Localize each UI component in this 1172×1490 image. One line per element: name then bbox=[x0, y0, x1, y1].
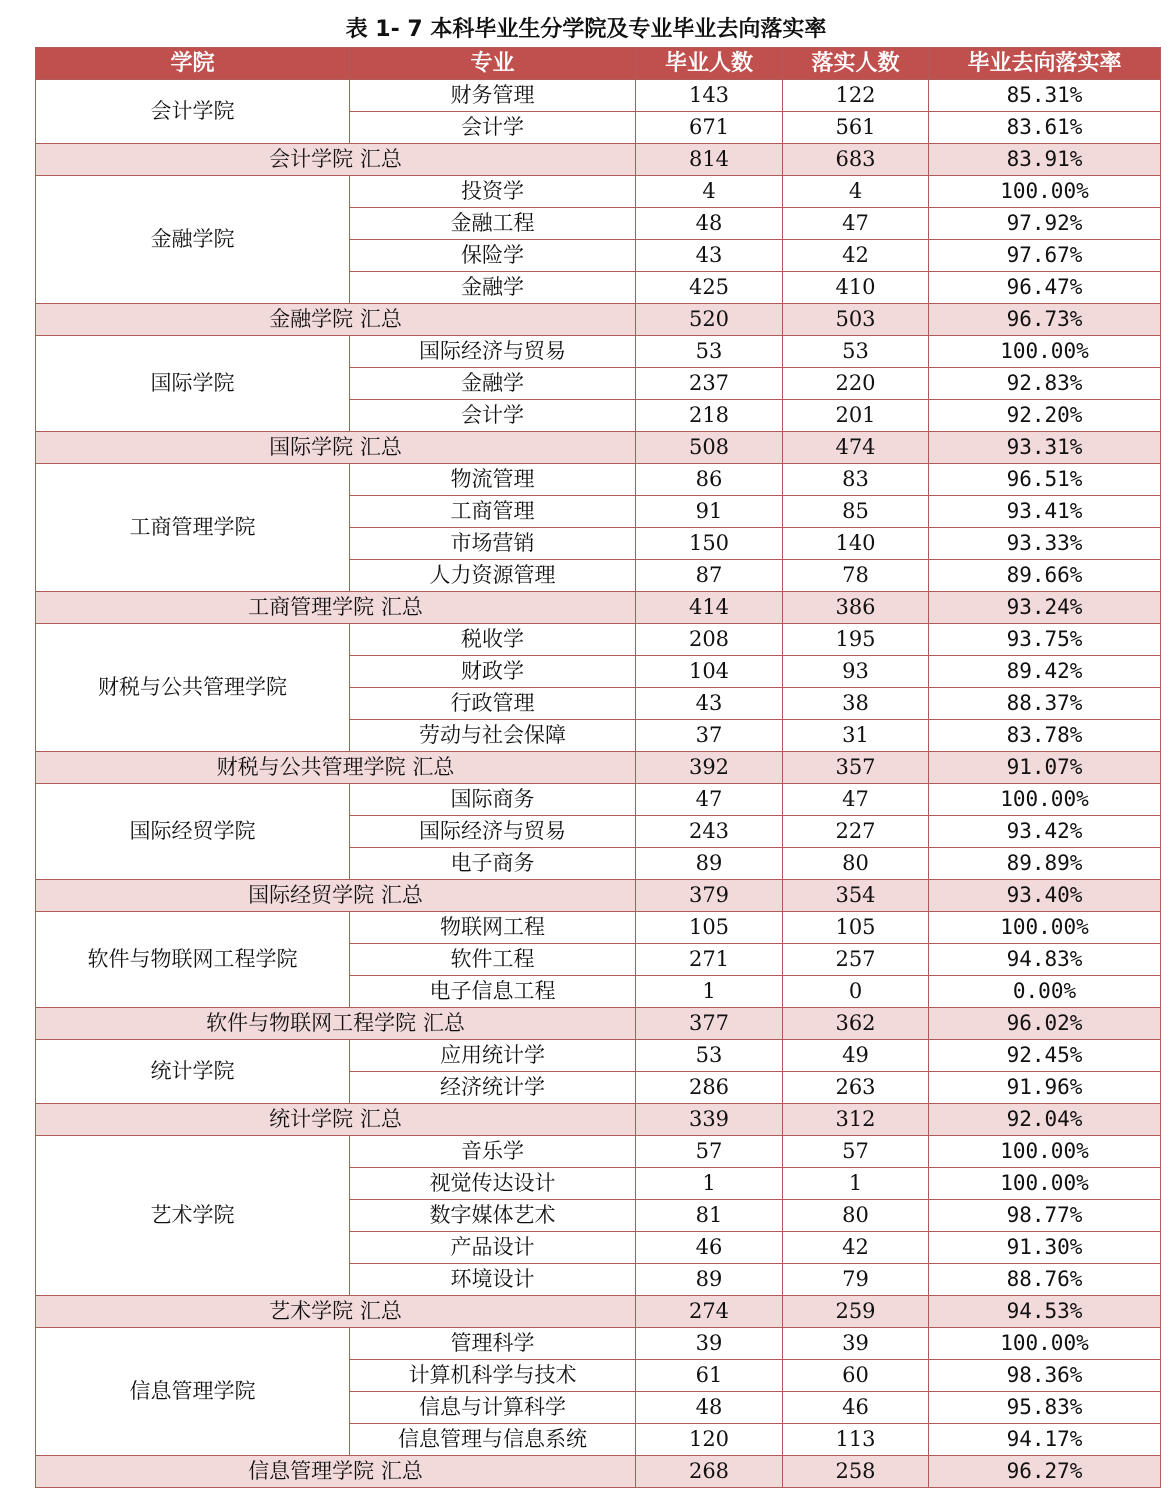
subtotal-label-cell: 国际学院 汇总 bbox=[36, 432, 636, 464]
subtotal-row bbox=[36, 144, 1161, 176]
placed-count-cell: 49 bbox=[783, 1040, 929, 1072]
major-name-cell: 税收学 bbox=[350, 624, 636, 656]
graduates-count-cell: 86 bbox=[636, 464, 783, 496]
placement-rate-cell: 96.47% bbox=[929, 272, 1161, 304]
graduates-count-cell: 237 bbox=[636, 368, 783, 400]
placement-rate-cell: 93.75% bbox=[929, 624, 1161, 656]
placed-count-cell: 0 bbox=[783, 976, 929, 1008]
major-name-cell: 产品设计 bbox=[350, 1232, 636, 1264]
subtotal-rate-cell: 92.04% bbox=[929, 1104, 1161, 1136]
placement-rate-cell: 93.33% bbox=[929, 528, 1161, 560]
placement-rate-cell: 100.00% bbox=[929, 1136, 1161, 1168]
major-name-cell: 财政学 bbox=[350, 656, 636, 688]
graduates-count-cell: 39 bbox=[636, 1328, 783, 1360]
placement-rate-cell: 92.83% bbox=[929, 368, 1161, 400]
graduates-count-cell: 37 bbox=[636, 720, 783, 752]
subtotal-rate-cell: 93.40% bbox=[929, 880, 1161, 912]
subtotal-rate-cell: 93.31% bbox=[929, 432, 1161, 464]
placement-rate-cell: 89.42% bbox=[929, 656, 1161, 688]
subtotal-label-cell: 财税与公共管理学院 汇总 bbox=[36, 752, 636, 784]
major-name-cell: 经济统计学 bbox=[350, 1072, 636, 1104]
subtotal-rate-cell: 94.53% bbox=[929, 1296, 1161, 1328]
major-name-cell: 环境设计 bbox=[350, 1264, 636, 1296]
major-name-cell: 视觉传达设计 bbox=[350, 1168, 636, 1200]
subtotal-rate-cell: 96.27% bbox=[929, 1456, 1161, 1488]
graduates-count-cell: 89 bbox=[636, 848, 783, 880]
graduates-count-cell: 43 bbox=[636, 688, 783, 720]
placement-rate-cell: 92.45% bbox=[929, 1040, 1161, 1072]
placed-count-cell: 85 bbox=[783, 496, 929, 528]
major-name-cell: 金融工程 bbox=[350, 208, 636, 240]
subtotal-placed-cell: 259 bbox=[783, 1296, 929, 1328]
subtotal-graduates-cell: 339 bbox=[636, 1104, 783, 1136]
major-name-cell: 工商管理 bbox=[350, 496, 636, 528]
graduates-count-cell: 425 bbox=[636, 272, 783, 304]
subtotal-placed-cell: 354 bbox=[783, 880, 929, 912]
placement-rate-cell: 83.61% bbox=[929, 112, 1161, 144]
placed-count-cell: 113 bbox=[783, 1424, 929, 1456]
major-name-cell: 应用统计学 bbox=[350, 1040, 636, 1072]
major-name-cell: 音乐学 bbox=[350, 1136, 636, 1168]
subtotal-label-cell: 工商管理学院 汇总 bbox=[36, 592, 636, 624]
placement-rate-cell: 92.20% bbox=[929, 400, 1161, 432]
placement-rate-cell: 94.17% bbox=[929, 1424, 1161, 1456]
college-name-cell: 会计学院 bbox=[36, 80, 350, 144]
placement-rate-cell: 94.83% bbox=[929, 944, 1161, 976]
major-name-cell: 国际商务 bbox=[350, 784, 636, 816]
table-row bbox=[36, 784, 1161, 816]
major-name-cell: 财务管理 bbox=[350, 80, 636, 112]
placement-rate-cell: 100.00% bbox=[929, 176, 1161, 208]
major-name-cell: 会计学 bbox=[350, 400, 636, 432]
graduates-count-cell: 1 bbox=[636, 1168, 783, 1200]
subtotal-placed-cell: 312 bbox=[783, 1104, 929, 1136]
subtotal-placed-cell: 386 bbox=[783, 592, 929, 624]
graduates-count-cell: 105 bbox=[636, 912, 783, 944]
major-name-cell: 行政管理 bbox=[350, 688, 636, 720]
subtotal-row bbox=[36, 592, 1161, 624]
major-name-cell: 电子商务 bbox=[350, 848, 636, 880]
subtotal-graduates-cell: 520 bbox=[636, 304, 783, 336]
college-name-cell: 国际经贸学院 bbox=[36, 784, 350, 880]
graduates-count-cell: 61 bbox=[636, 1360, 783, 1392]
placement-rate-cell: 93.41% bbox=[929, 496, 1161, 528]
table-header bbox=[36, 48, 1161, 80]
placed-count-cell: 263 bbox=[783, 1072, 929, 1104]
graduates-count-cell: 48 bbox=[636, 208, 783, 240]
table-row bbox=[36, 80, 1161, 112]
graduates-count-cell: 4 bbox=[636, 176, 783, 208]
placement-rate-cell: 97.67% bbox=[929, 240, 1161, 272]
subtotal-graduates-cell: 508 bbox=[636, 432, 783, 464]
graduates-count-cell: 87 bbox=[636, 560, 783, 592]
subtotal-label-cell: 信息管理学院 汇总 bbox=[36, 1456, 636, 1488]
subtotal-placed-cell: 258 bbox=[783, 1456, 929, 1488]
graduates-count-cell: 53 bbox=[636, 336, 783, 368]
placement-rate-cell: 88.37% bbox=[929, 688, 1161, 720]
subtotal-graduates-cell: 274 bbox=[636, 1296, 783, 1328]
placement-rate-cell: 83.78% bbox=[929, 720, 1161, 752]
graduates-count-cell: 271 bbox=[636, 944, 783, 976]
placement-rate-cell: 91.30% bbox=[929, 1232, 1161, 1264]
subtotal-row bbox=[36, 880, 1161, 912]
placed-count-cell: 561 bbox=[783, 112, 929, 144]
placed-count-cell: 105 bbox=[783, 912, 929, 944]
major-name-cell: 国际经济与贸易 bbox=[350, 336, 636, 368]
subtotal-graduates-cell: 814 bbox=[636, 144, 783, 176]
subtotal-placed-cell: 357 bbox=[783, 752, 929, 784]
major-name-cell: 劳动与社会保障 bbox=[350, 720, 636, 752]
graduates-count-cell: 1 bbox=[636, 976, 783, 1008]
placed-count-cell: 1 bbox=[783, 1168, 929, 1200]
placed-count-cell: 257 bbox=[783, 944, 929, 976]
placement-rate-cell: 95.83% bbox=[929, 1392, 1161, 1424]
placed-count-cell: 122 bbox=[783, 80, 929, 112]
major-name-cell: 会计学 bbox=[350, 112, 636, 144]
placement-rate-cell: 97.92% bbox=[929, 208, 1161, 240]
graduates-count-cell: 243 bbox=[636, 816, 783, 848]
major-name-cell: 计算机科学与技术 bbox=[350, 1360, 636, 1392]
subtotal-label-cell: 会计学院 汇总 bbox=[36, 144, 636, 176]
subtotal-graduates-cell: 392 bbox=[636, 752, 783, 784]
placed-count-cell: 80 bbox=[783, 848, 929, 880]
subtotal-row bbox=[36, 1008, 1161, 1040]
major-name-cell: 金融学 bbox=[350, 272, 636, 304]
college-name-cell: 工商管理学院 bbox=[36, 464, 350, 592]
placed-count-cell: 220 bbox=[783, 368, 929, 400]
major-name-cell: 数字媒体艺术 bbox=[350, 1200, 636, 1232]
college-name-cell: 财税与公共管理学院 bbox=[36, 624, 350, 752]
graduates-count-cell: 286 bbox=[636, 1072, 783, 1104]
placed-count-cell: 47 bbox=[783, 784, 929, 816]
major-name-cell: 保险学 bbox=[350, 240, 636, 272]
placement-rate-cell: 100.00% bbox=[929, 784, 1161, 816]
major-name-cell: 软件工程 bbox=[350, 944, 636, 976]
subtotal-row bbox=[36, 1104, 1161, 1136]
graduates-count-cell: 57 bbox=[636, 1136, 783, 1168]
header-college: 学院 bbox=[36, 48, 350, 80]
subtotal-placed-cell: 683 bbox=[783, 144, 929, 176]
placed-count-cell: 38 bbox=[783, 688, 929, 720]
placed-count-cell: 60 bbox=[783, 1360, 929, 1392]
graduates-count-cell: 104 bbox=[636, 656, 783, 688]
placed-count-cell: 410 bbox=[783, 272, 929, 304]
college-name-cell: 艺术学院 bbox=[36, 1136, 350, 1296]
subtotal-row bbox=[36, 432, 1161, 464]
placed-count-cell: 39 bbox=[783, 1328, 929, 1360]
placed-count-cell: 46 bbox=[783, 1392, 929, 1424]
placement-rate-cell: 96.51% bbox=[929, 464, 1161, 496]
major-name-cell: 国际经济与贸易 bbox=[350, 816, 636, 848]
graduates-count-cell: 47 bbox=[636, 784, 783, 816]
major-name-cell: 人力资源管理 bbox=[350, 560, 636, 592]
college-name-cell: 国际学院 bbox=[36, 336, 350, 432]
header-row bbox=[36, 48, 1161, 80]
subtotal-label-cell: 国际经贸学院 汇总 bbox=[36, 880, 636, 912]
major-name-cell: 市场营销 bbox=[350, 528, 636, 560]
placed-count-cell: 93 bbox=[783, 656, 929, 688]
header-placed: 落实人数 bbox=[783, 48, 929, 80]
college-name-cell: 信息管理学院 bbox=[36, 1328, 350, 1456]
table-row bbox=[36, 1328, 1161, 1360]
header-major: 专业 bbox=[350, 48, 636, 80]
college-name-cell: 软件与物联网工程学院 bbox=[36, 912, 350, 1008]
subtotal-graduates-cell: 379 bbox=[636, 880, 783, 912]
placed-count-cell: 4 bbox=[783, 176, 929, 208]
graduates-count-cell: 91 bbox=[636, 496, 783, 528]
subtotal-label-cell: 软件与物联网工程学院 汇总 bbox=[36, 1008, 636, 1040]
placement-rate-cell: 93.42% bbox=[929, 816, 1161, 848]
placed-count-cell: 78 bbox=[783, 560, 929, 592]
subtotal-placed-cell: 503 bbox=[783, 304, 929, 336]
major-name-cell: 电子信息工程 bbox=[350, 976, 636, 1008]
header-placement-rate: 毕业去向落实率 bbox=[929, 48, 1161, 80]
header-graduates: 毕业人数 bbox=[636, 48, 783, 80]
placement-rate-cell: 98.77% bbox=[929, 1200, 1161, 1232]
major-name-cell: 投资学 bbox=[350, 176, 636, 208]
major-name-cell: 物流管理 bbox=[350, 464, 636, 496]
major-name-cell: 管理科学 bbox=[350, 1328, 636, 1360]
table-row bbox=[36, 912, 1161, 944]
placed-count-cell: 47 bbox=[783, 208, 929, 240]
placed-count-cell: 227 bbox=[783, 816, 929, 848]
placed-count-cell: 195 bbox=[783, 624, 929, 656]
graduates-count-cell: 43 bbox=[636, 240, 783, 272]
table-row bbox=[36, 176, 1161, 208]
placed-count-cell: 79 bbox=[783, 1264, 929, 1296]
graduates-count-cell: 46 bbox=[636, 1232, 783, 1264]
placed-count-cell: 42 bbox=[783, 240, 929, 272]
table-row bbox=[36, 1136, 1161, 1168]
graduates-count-cell: 218 bbox=[636, 400, 783, 432]
placement-rate-cell: 98.36% bbox=[929, 1360, 1161, 1392]
table-row bbox=[36, 624, 1161, 656]
subtotal-placed-cell: 362 bbox=[783, 1008, 929, 1040]
placed-count-cell: 53 bbox=[783, 336, 929, 368]
subtotal-row bbox=[36, 304, 1161, 336]
major-name-cell: 物联网工程 bbox=[350, 912, 636, 944]
college-name-cell: 统计学院 bbox=[36, 1040, 350, 1104]
graduates-count-cell: 208 bbox=[636, 624, 783, 656]
placed-count-cell: 83 bbox=[783, 464, 929, 496]
placed-count-cell: 201 bbox=[783, 400, 929, 432]
subtotal-label-cell: 艺术学院 汇总 bbox=[36, 1296, 636, 1328]
table-row bbox=[36, 1040, 1161, 1072]
subtotal-graduates-cell: 268 bbox=[636, 1456, 783, 1488]
placed-count-cell: 140 bbox=[783, 528, 929, 560]
graduates-count-cell: 120 bbox=[636, 1424, 783, 1456]
graduates-count-cell: 53 bbox=[636, 1040, 783, 1072]
major-name-cell: 信息与计算科学 bbox=[350, 1392, 636, 1424]
subtotal-rate-cell: 96.02% bbox=[929, 1008, 1161, 1040]
placement-rate-cell: 100.00% bbox=[929, 336, 1161, 368]
subtotal-rate-cell: 91.07% bbox=[929, 752, 1161, 784]
graduates-count-cell: 48 bbox=[636, 1392, 783, 1424]
placed-count-cell: 42 bbox=[783, 1232, 929, 1264]
graduates-count-cell: 89 bbox=[636, 1264, 783, 1296]
college-name-cell: 金融学院 bbox=[36, 176, 350, 304]
subtotal-row bbox=[36, 752, 1161, 784]
subtotal-rate-cell: 96.73% bbox=[929, 304, 1161, 336]
placed-count-cell: 80 bbox=[783, 1200, 929, 1232]
subtotal-graduates-cell: 377 bbox=[636, 1008, 783, 1040]
table-caption: 表 1- 7 本科毕业生分学院及专业毕业去向落实率 bbox=[345, 17, 827, 42]
table-row bbox=[36, 336, 1161, 368]
subtotal-row bbox=[36, 1456, 1161, 1488]
subtotal-placed-cell: 474 bbox=[783, 432, 929, 464]
graduates-count-cell: 671 bbox=[636, 112, 783, 144]
subtotal-label-cell: 金融学院 汇总 bbox=[36, 304, 636, 336]
major-name-cell: 金融学 bbox=[350, 368, 636, 400]
placement-rate-cell: 91.96% bbox=[929, 1072, 1161, 1104]
subtotal-row bbox=[36, 1296, 1161, 1328]
table-body bbox=[36, 80, 1161, 1488]
placement-rate-cell: 100.00% bbox=[929, 912, 1161, 944]
graduation-table bbox=[35, 47, 1161, 1488]
major-name-cell: 信息管理与信息系统 bbox=[350, 1424, 636, 1456]
subtotal-rate-cell: 83.91% bbox=[929, 144, 1161, 176]
placement-rate-cell: 100.00% bbox=[929, 1328, 1161, 1360]
table-row bbox=[36, 464, 1161, 496]
graduates-count-cell: 81 bbox=[636, 1200, 783, 1232]
subtotal-label-cell: 统计学院 汇总 bbox=[36, 1104, 636, 1136]
placement-rate-cell: 89.66% bbox=[929, 560, 1161, 592]
graduates-count-cell: 143 bbox=[636, 80, 783, 112]
subtotal-rate-cell: 93.24% bbox=[929, 592, 1161, 624]
placement-rate-cell: 88.76% bbox=[929, 1264, 1161, 1296]
placement-rate-cell: 89.89% bbox=[929, 848, 1161, 880]
placed-count-cell: 57 bbox=[783, 1136, 929, 1168]
subtotal-graduates-cell: 414 bbox=[636, 592, 783, 624]
placement-rate-cell: 100.00% bbox=[929, 1168, 1161, 1200]
placement-rate-cell: 85.31% bbox=[929, 80, 1161, 112]
placed-count-cell: 31 bbox=[783, 720, 929, 752]
placement-rate-cell: 0.00% bbox=[929, 976, 1161, 1008]
graduates-count-cell: 150 bbox=[636, 528, 783, 560]
